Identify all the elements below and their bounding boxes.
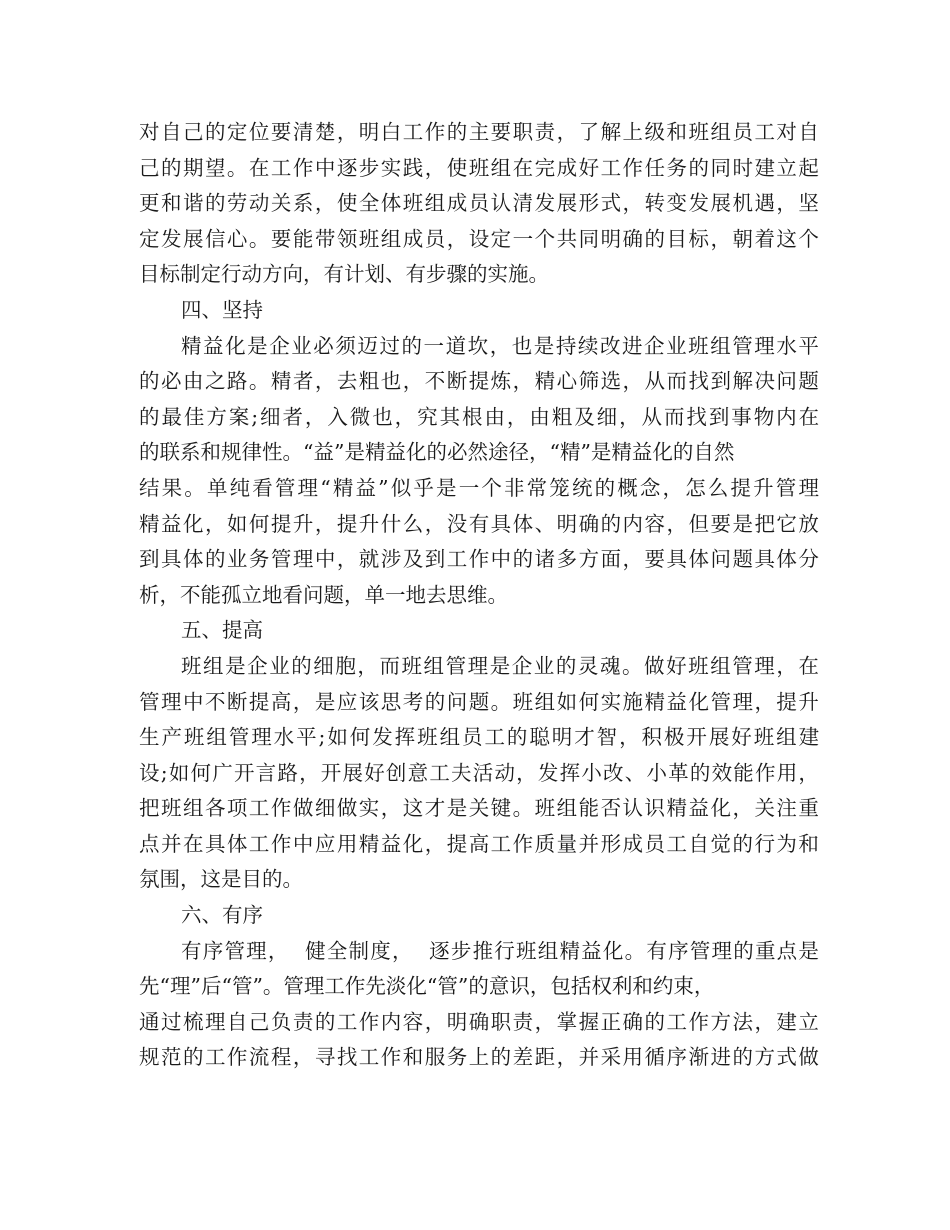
- text-line: 己的期望。在工作中逐步实践，使班组在完成好工作任务的同时建立起: [139, 155, 821, 180]
- text-line: 析，不能孤立地看问题，单一地去思维。: [139, 582, 508, 607]
- text-line: 生产班组管理水平;如何发挥班组员工的聪明才智，积极开展好班组建: [139, 725, 822, 750]
- text-line: 五、提高: [181, 618, 263, 643]
- text-line: 先“理”后“管”。管理工作先淡化“管”的意识，包括权利和约束，: [139, 974, 715, 999]
- body-text: [139, 115, 822, 1076]
- text-line: 氛围，这是目的。: [139, 867, 303, 892]
- text-line: 目标制定行动方向，有计划、有步骤的实施。: [139, 262, 549, 287]
- text-line: 规范的工作流程，寻找工作和服务上的差距，并采用循序渐进的方式做: [139, 1045, 821, 1070]
- text-line: 班组是企业的细胞，而班组管理是企业的灵魂。做好班组管理，在: [181, 653, 821, 678]
- text-line: 把班组各项工作做细做实，这才是关键。班组能否认识精益化，关注重: [139, 796, 821, 821]
- text-line: 点并在具体工作中应用精益化，提高工作质量并形成员工自觉的行为和: [139, 831, 821, 856]
- text-line: 精益化，如何提升，提升什么，没有具体、明确的内容，但要是把它放: [139, 511, 821, 536]
- text-line: 管理中不断提高，是应该思考的问题。班组如何实施精益化管理，提升: [139, 689, 821, 714]
- text-line: 的联系和规律性。“益”是精益化的必然途径，“精”是精益化的自然: [139, 440, 735, 465]
- text-line: 有序管理， 健全制度， 逐步推行班组精益化。有序管理的重点是: [181, 938, 821, 963]
- text-line: 的必由之路。精者，去粗也，不断提炼，精心筛选，从而找到解决问题: [139, 369, 821, 394]
- text-line: 更和谐的劳动关系，使全体班组成员认清发展形式，转变发展机遇，坚: [139, 191, 821, 216]
- text-line: 四、坚持: [181, 297, 263, 322]
- text-line: 设;如何广开言路，开展好创意工夫活动，发挥小改、小革的效能作用，: [139, 760, 821, 785]
- text-line: 的最佳方案;细者，入微也，究其根由，由粗及细，从而找到事物内在: [139, 404, 822, 429]
- text-line: 精益化是企业必须迈过的一道坎，也是持续改进企业班组管理水平: [181, 333, 821, 358]
- text-line: 到具体的业务管理中，就涉及到工作中的诸多方面，要具体问题具体分: [139, 547, 821, 572]
- text-line: 通过梳理自己负责的工作内容，明确职责，掌握正确的工作方法，建立: [139, 1009, 821, 1034]
- text-line: 结果。单纯看管理“精益”似乎是一个非常笼统的概念，怎么提升管理: [139, 475, 822, 500]
- text-line: 六、有序: [181, 903, 263, 928]
- text-line: 对自己的定位要清楚，明白工作的主要职责，了解上级和班组员工对自: [139, 120, 821, 144]
- text-line: 定发展信心。要能带领班组成员，设定一个共同明确的目标，朝着这个: [139, 226, 821, 251]
